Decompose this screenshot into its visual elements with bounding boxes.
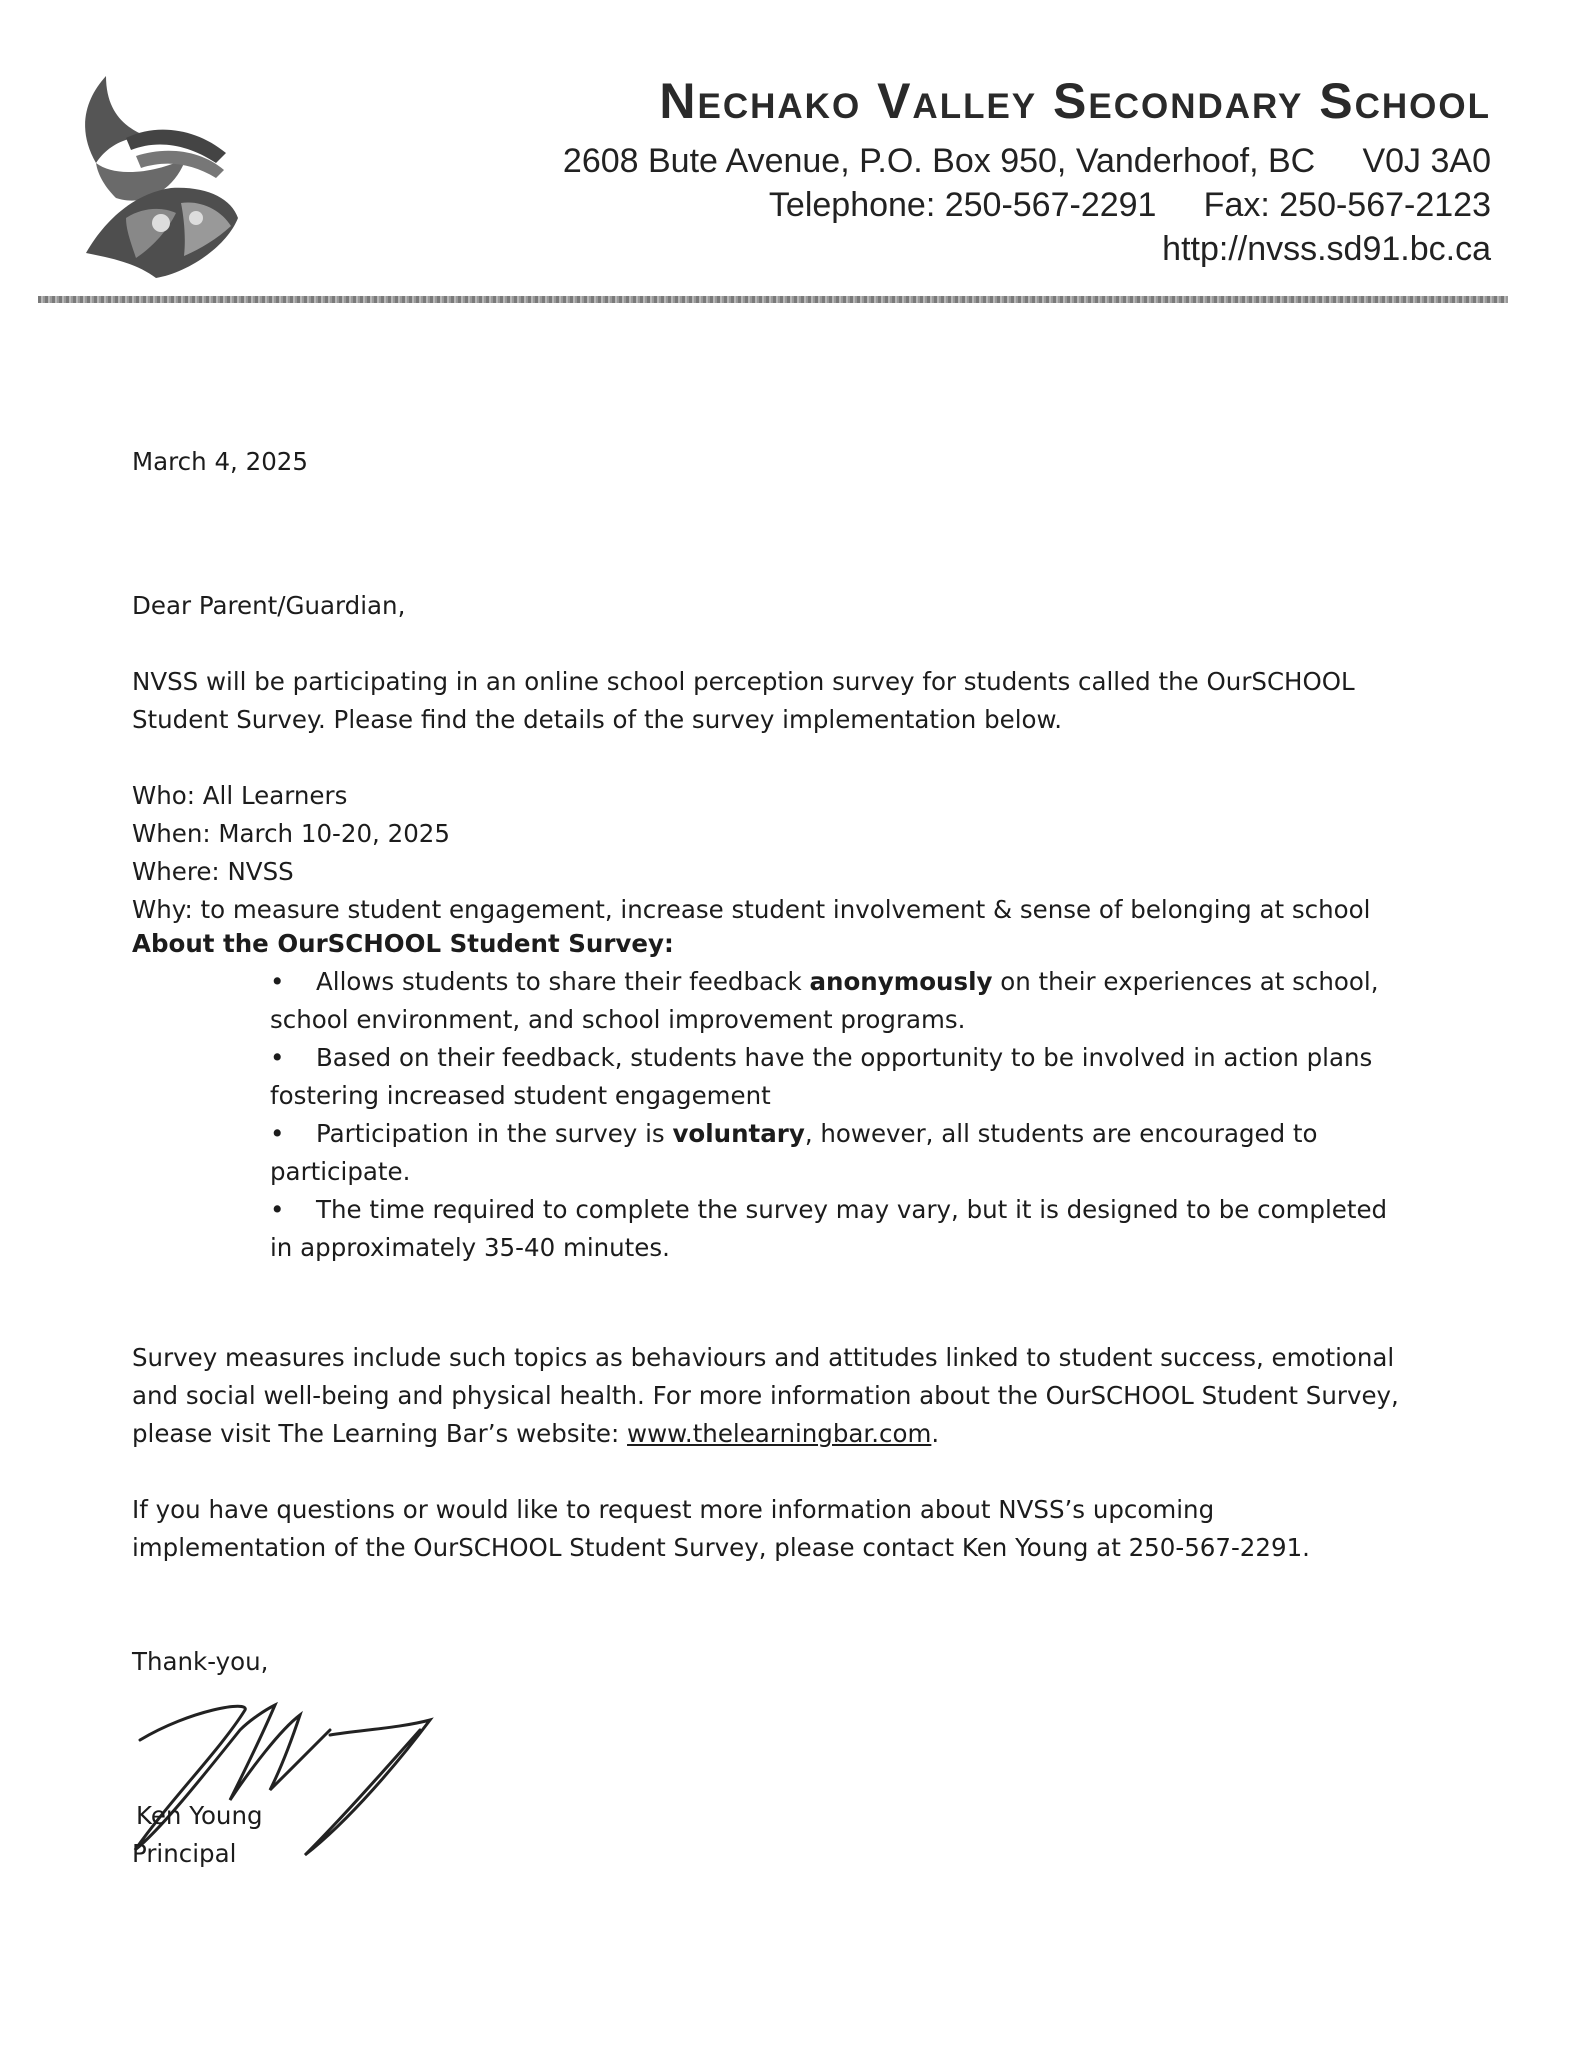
intro-line-2: Student Survey. Please find the details of the survey implementation below. <box>132 705 1063 734</box>
signer-title: Principal <box>132 1839 237 1868</box>
questions-line-2: implementation of the OurSCHOOL Student Survey, please contact Ken Young at 250-567-2291. <box>132 1533 1310 1562</box>
viking-helmet-logo-icon <box>66 68 248 278</box>
bullet-icon: • <box>270 1195 285 1224</box>
who-line: Who: All Learners <box>132 781 348 810</box>
letter-date: March 4, 2025 <box>132 447 308 476</box>
when-line: When: March 10-20, 2025 <box>132 819 450 848</box>
school-phone-fax: Telephone: 250-567-2291 Fax: 250-567-2123 <box>768 186 1491 224</box>
school-website: http://nvss.sd91.bc.ca <box>1162 230 1491 268</box>
list-item: • Allows students to share their feedback anonymously on their experiences at school, school environment, and school improvement programs. <box>270 963 1450 1039</box>
learning-bar-link[interactable]: www.thelearningbar.com <box>627 1419 932 1448</box>
bullet-icon: • <box>270 967 285 996</box>
questions-line-1: If you have questions or would like to request more information about NVSS’s upcoming <box>132 1495 1215 1524</box>
school-address: 2608 Bute Avenue, P.O. Box 950, Vanderhoof, BC V0J 3A0 <box>562 142 1491 180</box>
measures-line-3: please visit The Learning Bar’s website: www.thelearningbar.com. <box>132 1419 940 1448</box>
school-name: Nechako Valley Secondary School <box>659 73 1491 129</box>
letterhead-divider <box>38 296 1508 303</box>
list-item: • Based on their feedback, students have the opportunity to be involved in action plans fostering increased student engagement <box>270 1039 1450 1115</box>
about-heading: About the OurSCHOOL Student Survey: <box>132 929 674 958</box>
measures-line-1: Survey measures include such topics as behaviours and attitudes linked to student success, emotional <box>132 1343 1395 1372</box>
intro-line-1: NVSS will be participating in an online school perception survey for students called the OurSCHOOL <box>132 667 1355 696</box>
survey-bullet-list <box>270 963 1450 1267</box>
bullet-icon: • <box>270 1043 285 1072</box>
list-item: • Participation in the survey is voluntary, however, all students are encouraged to participate. <box>270 1115 1450 1191</box>
list-item: • The time required to complete the survey may vary, but it is designed to be completed in approximately 35-40 minutes. <box>270 1191 1450 1267</box>
signer-name: Ken Young <box>136 1801 263 1830</box>
why-line: Why: to measure student engagement, increase student involvement & sense of belonging at school <box>132 895 1371 924</box>
measures-line-2: and social well-being and physical health. For more information about the OurSCHOOL Student Survey, <box>132 1381 1399 1410</box>
where-line: Where: NVSS <box>132 857 294 886</box>
closing: Thank-you, <box>132 1647 269 1676</box>
bullet-icon: • <box>270 1119 285 1148</box>
salutation: Dear Parent/Guardian, <box>132 591 406 620</box>
